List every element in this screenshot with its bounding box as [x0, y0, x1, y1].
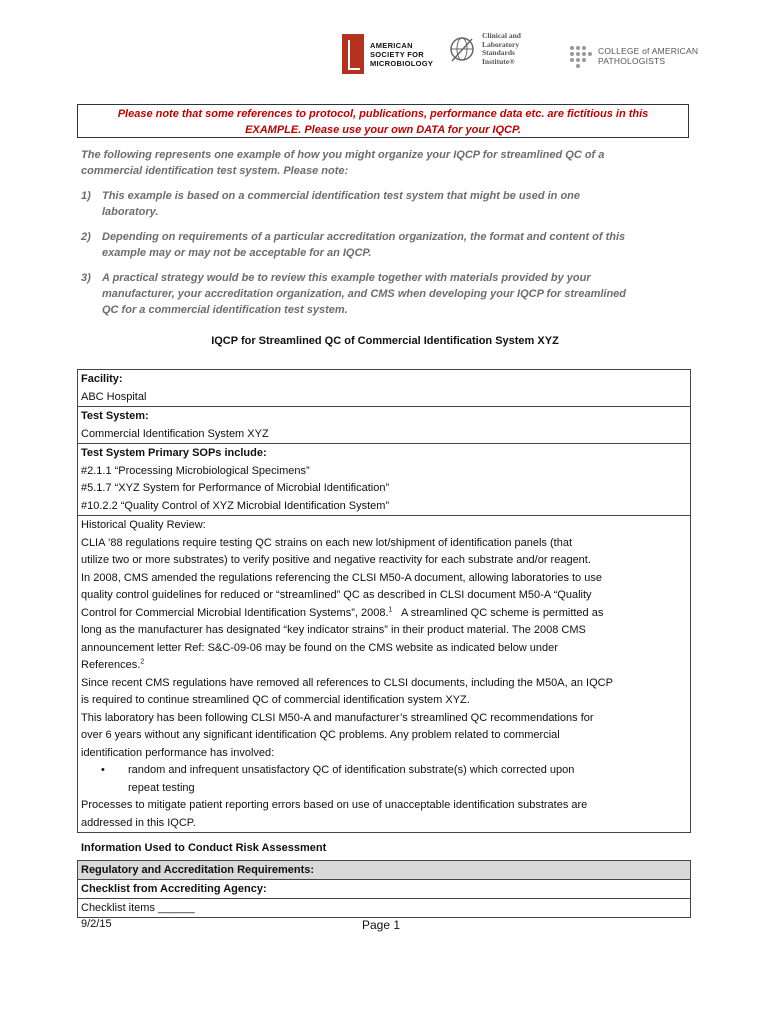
notice-line-1: Please note that some references to protocol, publications, performance data etc. are fictitious in this: [117, 108, 649, 120]
test-system-cell: Test System: Commercial Identification System XYZ: [78, 407, 690, 444]
globe-icon: [448, 35, 476, 63]
sops-cell: Test System Primary SOPs include: #2.1.1 “Processing Microbiological Specimens” #5.1.7 “XYZ System for Performance of Microbial Identification” #10.2.2 “Quality Control of XYZ Microbial Identification System”: [78, 444, 690, 516]
clsi-line-2: Laboratory: [482, 39, 520, 49]
risk-assessment-heading: Information Used to Conduct Risk Assessment: [81, 842, 327, 854]
sop-item: #5.1.7 “XYZ System for Performance of Microbial Identification”: [81, 482, 390, 494]
cap-logo: [566, 42, 698, 70]
risk-row-checklist-label: Checklist from Accrediting Agency:: [78, 880, 690, 899]
risk-table: [77, 860, 691, 918]
clsi-line-3: Standards: [482, 48, 515, 57]
dot-grid-icon: [566, 42, 594, 70]
bullet-item: • random and infrequent unsatisfactory QC of identification substrate(s) which corrected upon: [81, 762, 687, 780]
footer-date: 9/2/15: [81, 918, 112, 930]
notice-line-2: EXAMPLE. Please use your own DATA for your IQCP.: [245, 124, 521, 136]
asm-line-2: SOCIETY FOR: [370, 49, 425, 59]
list-item: 2) Depending on requirements of a particular accreditation organization, the format and content of this example may or may not be acceptable for an IQCP.: [81, 231, 626, 259]
fictitious-data-notice: [77, 104, 689, 138]
header-logos: [0, 32, 770, 82]
microscope-icon: [342, 34, 364, 74]
cap-line-1: COLLEGE of AMERICAN: [598, 46, 699, 56]
iqcp-table: [77, 369, 691, 833]
risk-row-header: Regulatory and Accreditation Requirements:: [78, 861, 690, 880]
cap-line-2: PATHOLOGISTS: [598, 56, 666, 66]
bullet-icon: •: [101, 764, 105, 776]
asm-line-3: MICROBIOLOGY: [370, 58, 434, 68]
asm-line-1: AMERICAN: [370, 40, 413, 50]
document-title: IQCP for Streamlined QC of Commercial Identification System XYZ: [211, 335, 559, 347]
intro-paragraph: The following represents one example of how you might organize your IQCP for streamlined QC of a commercial identification test system. Please note:: [81, 149, 605, 177]
clsi-line-4: Institute®: [482, 56, 515, 66]
sop-item: #2.1.1 “Processing Microbiological Specimens”: [81, 464, 310, 477]
facility-cell: Facility: ABC Hospital: [78, 370, 690, 407]
asm-logo: [342, 34, 433, 74]
clsi-logo: [448, 32, 521, 66]
footnote-ref-1: 1: [388, 605, 393, 613]
risk-row-checklist-items: Checklist items ______: [81, 902, 195, 914]
clsi-line-1: Clinical and: [482, 31, 521, 40]
footnote-ref-2: 2: [140, 658, 145, 666]
list-item: 1) This example is based on a commercial identification test system that might be used in one laboratory.: [81, 190, 581, 218]
page-number: Page 1: [362, 918, 401, 932]
sop-item: #10.2.2 “Quality Control of XYZ Microbial Identification System”: [81, 499, 390, 512]
historical-review-cell: Historical Quality Review: CLIA ’88 regulations require testing QC strains on each new lot/shipment of identification panels (that utilize two or more substrates) to verify positive and negative reactivity for each substrate and/or reagent. In 2008, CMS amended the regulations referencing the CLSI M50-A document, allowing laboratories to use quality control guidelines for reduced or “streamlined” QC as described in CLSI document M50-A “Quality Control for Commercial Microbial Identification Systems”, 2008.$^1$ A streamlined QC scheme is permitted as long as the manufacturer has designated “key indicator strains” in their product material. The 2008 CMS announcement letter Ref: S&C-09-06 may be found on the CMS website as indicated below under References.$^2$ Since recent CMS regulations have removed all references to CLSI documents, including the M50A, an IQCP is required to continue streamlined QC of commercial identification system XYZ. This laboratory has been following CLSI M50-A and manufacturer’s streamlined QC recommendations for over 6 years without any significant identification QC problems. Any problem related to commercial identification performance has involved: • random and infrequent unsatisfactory QC of identification substrate(s) which corrected upon repeat testing Processes to mitigate patient reporting errors based on use of unacceptable identification substrates are addressed in this IQCP.: [78, 516, 690, 832]
list-item: 3) A practical strategy would be to review this example together with materials provided by your manufacturer, your accreditation organization, and CMS when developing your IQCP for streamlined QC for a commercial identification test system.: [81, 272, 627, 316]
